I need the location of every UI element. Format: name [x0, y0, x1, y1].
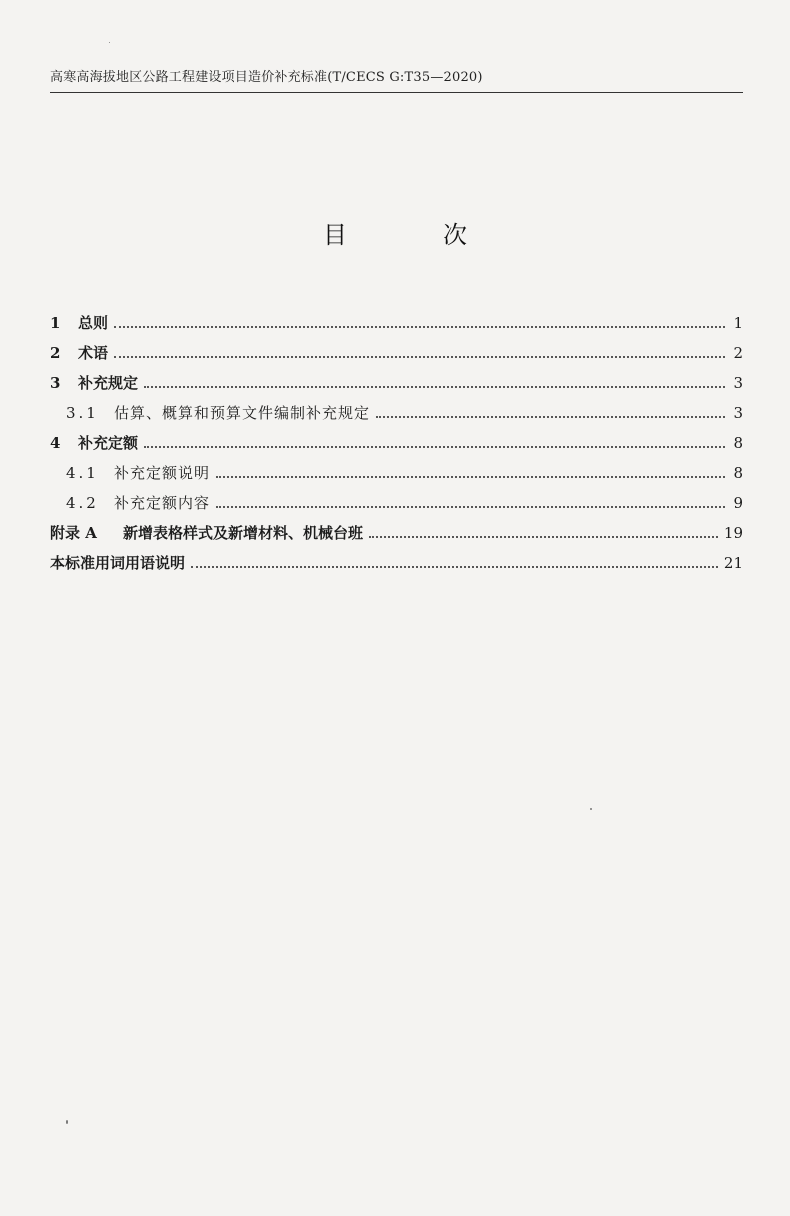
toc-entry-title: 补充定额内容	[114, 494, 211, 512]
toc-entry-number: 2	[50, 344, 61, 362]
toc-entry-number: 4.2	[66, 494, 99, 512]
toc-entry-page: 9	[733, 494, 743, 512]
dot-leader	[144, 376, 725, 388]
dot-leader	[114, 316, 725, 328]
toc-entry-1[interactable]	[50, 308, 743, 338]
toc-entry-number: 4	[50, 434, 61, 452]
toc-entry-title: 新增表格样式及新增材料、机械台班	[123, 524, 364, 542]
toc-entry-page: 19	[723, 524, 743, 542]
toc-entry-page: 8	[733, 464, 743, 482]
toc-entry-number: 3	[50, 374, 61, 392]
dot-leader	[376, 406, 725, 418]
scan-speck	[590, 808, 592, 810]
toc-entry-title: 术语	[78, 344, 109, 362]
toc-entry-title: 估算、概算和预算文件编制补充规定	[114, 404, 371, 422]
toc-entry-page: 3	[733, 404, 743, 422]
table-of-contents	[50, 308, 743, 578]
toc-entry-title: 补充定额说明	[114, 464, 211, 482]
toc-entry-appendix-a[interactable]	[50, 518, 743, 548]
toc-entry-4-1[interactable]	[50, 458, 743, 488]
dot-leader	[144, 436, 725, 448]
dot-leader	[191, 556, 718, 568]
toc-entry-page: 3	[733, 374, 743, 392]
toc-entry-title: 补充定额	[78, 434, 139, 452]
toc-entry-3[interactable]	[50, 368, 743, 398]
toc-entry-page: 2	[733, 344, 743, 362]
dot-leader	[216, 466, 725, 478]
toc-entry-number: 1	[50, 314, 61, 332]
toc-entry-number: 3.1	[66, 404, 99, 422]
toc-entry-page: 21	[723, 554, 743, 572]
toc-entry-page: 8	[733, 434, 743, 452]
toc-entry-title: 总则	[78, 314, 109, 332]
toc-entry-page: 1	[733, 314, 743, 332]
toc-entry-2[interactable]	[50, 338, 743, 368]
scan-speck	[66, 1120, 68, 1124]
running-header: 高寒高海拔地区公路工程建设项目造价补充标准(T/CECS G:T35—2020)	[50, 70, 483, 85]
toc-entry-terminology-note[interactable]	[50, 548, 743, 578]
header-rule	[50, 92, 743, 93]
toc-entry-title: 本标准用词用语说明	[50, 554, 186, 572]
toc-entry-3-1[interactable]	[50, 398, 743, 428]
toc-entry-title: 补充规定	[78, 374, 139, 392]
toc-entry-number: 附录 A	[50, 524, 97, 542]
page-title: 目 次	[323, 221, 503, 249]
scan-speck	[109, 42, 110, 43]
dot-leader	[216, 496, 725, 508]
dot-leader	[369, 526, 718, 538]
toc-entry-4-2[interactable]	[50, 488, 743, 518]
toc-entry-4[interactable]	[50, 428, 743, 458]
dot-leader	[114, 346, 725, 358]
toc-entry-number: 4.1	[66, 464, 99, 482]
